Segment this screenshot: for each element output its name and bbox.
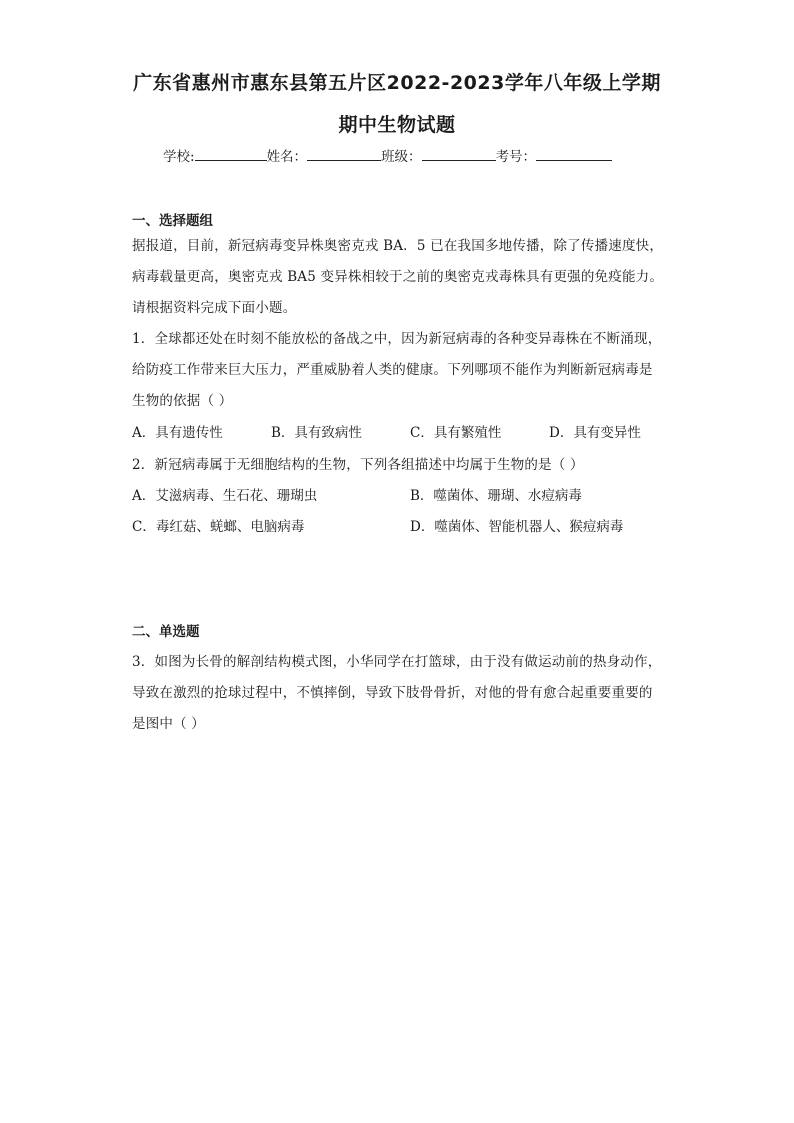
question-2-line: 2．新冠病毒属于无细胞结构的生物，下列各组描述中均属于生物的是（ ）	[132, 457, 584, 473]
name-field[interactable]	[307, 146, 381, 161]
question-1-line: 生物的依据（ ）	[132, 393, 233, 409]
school-label: 学校:	[163, 149, 195, 165]
question-2-option-a[interactable]: A．艾滋病毒、生石花、珊瑚虫	[132, 488, 318, 504]
question-1-option-a[interactable]: A．具有遗传性	[132, 425, 223, 441]
class-label: 班级：	[381, 149, 422, 165]
question-2-option-b[interactable]: B．噬菌体、珊瑚、水痘病毒	[410, 488, 582, 504]
question-3-line: 导致在激烈的抢球过程中，不慎摔倒，导致下肢骨骨折，对他的骨有愈合起重要重要的	[132, 685, 653, 701]
school-field[interactable]	[195, 146, 267, 161]
question-3-line: 3．如图为长骨的解剖结构模式图，小华同学在打篮球，由于没有做运动前的热身动作，	[132, 654, 662, 670]
exam-title-line2: 期中生物试题	[338, 114, 456, 136]
class-field[interactable]	[422, 146, 496, 161]
exam-number-field[interactable]	[536, 146, 612, 161]
passage-line: 据报道，目前，新冠病毒变异株奥密克戎 BA．5 已在我国多地传播，除了传播速度快，	[132, 238, 664, 254]
question-1-option-d[interactable]: D．具有变异性	[549, 425, 641, 441]
question-1-option-b[interactable]: B．具有致病性	[271, 425, 362, 441]
name-label: 姓名：	[266, 149, 308, 165]
question-2-option-d[interactable]: D．噬菌体、智能机器人、猴痘病毒	[410, 519, 624, 535]
passage-line: 请根据资料完成下面小题。	[132, 300, 297, 316]
student-info-row	[163, 145, 612, 165]
question-1-option-c[interactable]: C．具有繁殖性	[410, 425, 502, 441]
passage-line: 病毒载量更高，奥密克戎 BA5 变异株相较于之前的奥密克戎毒株具有更强的免疫能力。	[132, 269, 664, 285]
section-heading-choice-group: 一、选择题组	[132, 213, 213, 229]
section-heading-single-choice: 二、单选题	[132, 624, 200, 640]
question-1-line: 1．全球都还处在时刻不能放松的备战之中，因为新冠病毒的各种变异毒株在不断涌现，	[132, 331, 662, 347]
exam-title-line1: 广东省惠州市惠东县第五片区2022-2023学年八年级上学期	[133, 72, 661, 94]
exam-number-label: 考号：	[495, 149, 537, 165]
question-3-line: 是图中（ ）	[132, 716, 205, 732]
question-1-line: 给防疫工作带来巨大压力，严重威胁着人类的健康。下列哪项不能作为判断新冠病毒是	[132, 362, 653, 378]
question-2-option-c[interactable]: C．毒红菇、蜣螂、电脑病毒	[132, 519, 305, 535]
